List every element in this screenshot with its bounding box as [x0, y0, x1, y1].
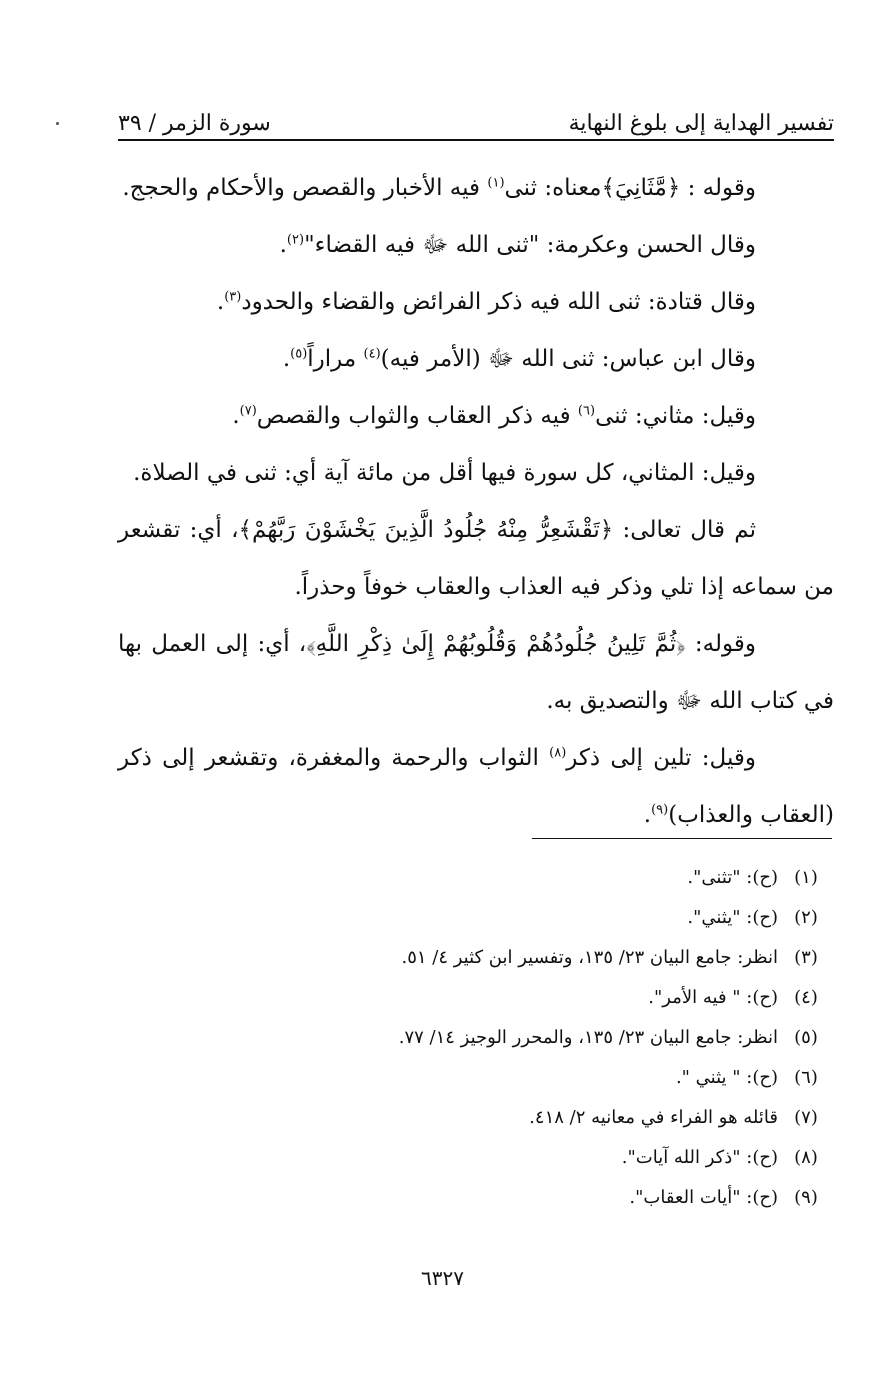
- footnote-number: (١): [794, 867, 818, 888]
- footnote-text: (ح): "ذكر الله آيات".: [621, 1147, 778, 1168]
- paragraph: [118, 445, 834, 502]
- footnote: [118, 1178, 834, 1218]
- footnote: [118, 1098, 834, 1138]
- footnote: [118, 1058, 834, 1098]
- footnote-text: انظر: جامع البيان ٢٣/ ١٣٥، وتفسير ابن كثير ٤/ ٥١.: [401, 947, 778, 968]
- footnote-number: (٧): [794, 1107, 818, 1128]
- paragraph: [118, 160, 834, 217]
- text-run: .: [282, 346, 291, 372]
- footnote: [118, 978, 834, 1018]
- text-run: وقيل: مثاني: ثنى: [595, 403, 756, 429]
- text-run: وقال ابن عباس: ثنى الله ﷻ (الأمر فيه): [380, 346, 756, 372]
- scan-speck: [56, 122, 59, 125]
- footnote-text: انظر: جامع البيان ٢٣/ ١٣٥، والمحرر الوجيز ١٤/ ٧٧.: [398, 1027, 778, 1048]
- footnote-text: قائله هو الفراء في معانيه ٢/ ٤١٨.: [529, 1107, 778, 1128]
- footnote-text: (ح): " فيه الأمر".: [648, 987, 778, 1008]
- text-run: وقيل: المثاني، كل سورة فيها أقل من مائة آية أي: ثنى في الصلاة.: [133, 460, 756, 486]
- surah-reference: سورة الزمر / ٣٩: [118, 111, 271, 136]
- paragraph: [118, 730, 834, 844]
- text-run: .: [232, 403, 240, 429]
- paragraph: [118, 616, 834, 730]
- paragraph: [118, 502, 834, 616]
- footnote: [118, 1138, 834, 1178]
- footnote: [118, 898, 834, 938]
- footnote-number: (٥): [794, 1027, 818, 1048]
- footnote-separator: [532, 838, 832, 839]
- text-run: الثواب والرحمة والمغفرة، وتقشعر إلى ذكر (العقاب والعذاب): [118, 745, 834, 828]
- footnote-ref: (٢): [286, 232, 305, 248]
- text-run: ثم قال تعالى: ﴿تَقْشَعِرُّ مِنْهُ جُلُودُ الَّذِينَ يَخْشَوْنَ رَبَّهُمْ﴾، أي: تقشعر من سماعه إذا تلي وذكر فيه العذاب والعقاب خوفاً وحذراً.: [118, 517, 834, 600]
- text-run: وقيل: تلين إلى ذكر: [566, 745, 757, 771]
- text-run: فيه الأخبار والقصص والأحكام والحجج.: [122, 175, 488, 201]
- text-run: وقال الحسن وعكرمة: "ثنى الله ﷻ فيه القضاء": [304, 232, 756, 258]
- footnote-ref: (٣): [224, 289, 242, 305]
- footnote-number: (٦): [794, 1067, 818, 1088]
- footnote-ref: (٩): [651, 802, 669, 818]
- footnotes: [118, 858, 834, 1218]
- footnote-text: (ح): " يثني ".: [675, 1067, 778, 1088]
- footnote-number: (٨): [794, 1147, 818, 1168]
- footnote: [118, 1018, 834, 1058]
- text-run: وقوله: ﴿ثُمَّ تَلِينُ جُلُودُهُمْ وَقُلُوبُهُمْ إِلَىٰ ذِكْرِ اللَّهِ﴾، أي: إلى العمل بها في كتاب الله ﷻ والتصديق به.: [118, 631, 834, 714]
- text-run: .: [643, 802, 652, 828]
- footnote-ref: (٧): [239, 403, 257, 419]
- footnote-text: (ح): "يثني".: [687, 907, 778, 928]
- footnote-ref: (١): [487, 175, 505, 191]
- footnote-number: (٢): [794, 907, 818, 928]
- text-run: .: [279, 232, 287, 258]
- text-run: وقال قتادة: ثنى الله فيه ذكر الفرائض والقضاء والحدود: [241, 289, 756, 315]
- footnote-ref: (٤): [363, 346, 381, 362]
- footnote-number: (٩): [794, 1187, 818, 1208]
- footnote-number: (٣): [794, 947, 818, 968]
- paragraph: [118, 217, 834, 274]
- footnote-text: (ح): "أيات العقاب".: [629, 1187, 778, 1208]
- footnote-ref: (٨): [549, 745, 567, 761]
- footnote: [118, 858, 834, 898]
- running-header: [118, 96, 834, 136]
- paragraph: [118, 331, 834, 388]
- text-run: فيه ذكر العقاب والثواب والقصص: [256, 403, 578, 429]
- paragraph: [118, 388, 834, 445]
- text-run: وقوله : ﴿مَّثَانِيَ﴾معناه: ثنى: [504, 175, 756, 201]
- main-text: [118, 160, 834, 844]
- book-title: تفسير الهداية إلى بلوغ النهاية: [568, 111, 834, 136]
- footnote-number: (٤): [794, 987, 818, 1008]
- paragraph: [118, 274, 834, 331]
- footnote-ref: (٦): [577, 403, 596, 419]
- page-number: ٦٣٢٧: [421, 1266, 464, 1290]
- text-run: مراراً: [307, 346, 364, 372]
- text-run: .: [216, 289, 225, 315]
- header-rule: [118, 139, 834, 141]
- footnote-text: (ح): "تثنى".: [687, 867, 778, 888]
- footnote-ref: (٥): [290, 346, 308, 362]
- footnote: [118, 938, 834, 978]
